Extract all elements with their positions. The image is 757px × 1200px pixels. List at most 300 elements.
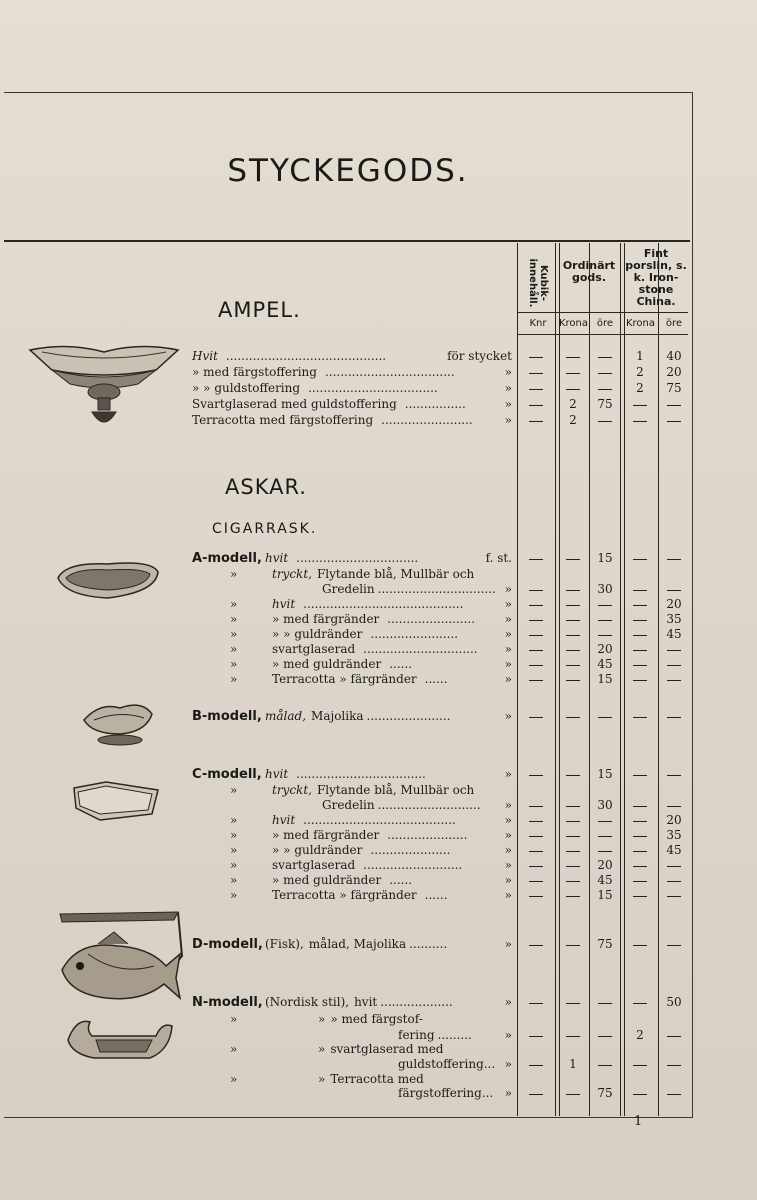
price-dash: [633, 559, 647, 560]
price-dash: [667, 775, 681, 776]
price-dash: [667, 1094, 681, 1095]
row-model: »: [230, 627, 238, 641]
price-dash: [566, 620, 580, 621]
price-dash: [667, 665, 681, 666]
row-model: »: [230, 567, 238, 581]
section-heading-askar: ASKAR.: [225, 475, 307, 499]
row-unit: »: [504, 597, 512, 611]
row-leader-dots: ......................: [366, 709, 451, 723]
row-desc-text: Terracotta med färgstoffering: [192, 413, 374, 427]
price-dash: [529, 945, 543, 946]
price-value: 35: [666, 828, 682, 842]
price-dash: [566, 881, 580, 882]
price-value: 2: [636, 365, 644, 379]
row-model: N-modell,: [192, 995, 263, 1010]
header-ordinart: Ordinärt gods.: [562, 259, 616, 284]
price-dash: [598, 1065, 612, 1066]
row-unit: »: [504, 828, 512, 842]
row-desc-text: » med färgränder: [272, 828, 380, 842]
row-desc-rest: Flytande blå, Mullbär och: [316, 783, 475, 797]
price-dash: [633, 821, 647, 822]
price-dash: [667, 896, 681, 897]
price-value: 45: [597, 657, 613, 671]
row-model: D-modell,: [192, 937, 263, 952]
page-number: 1: [634, 1114, 643, 1129]
row-model: »: [230, 813, 238, 827]
row-model: »: [230, 612, 238, 626]
row-leader-dots: ................................: [296, 551, 419, 565]
row-leader-dots: ..........................: [363, 858, 463, 872]
row-leader-dots: ...............................: [377, 582, 496, 596]
row-model: »: [230, 672, 238, 686]
row-desc-text: Svartglaserad med guldstoffering: [192, 397, 397, 411]
row-leader-dots: ......: [389, 657, 413, 671]
row-desc-text: hvit: [265, 551, 289, 565]
row-desc-rest: Majolika: [311, 709, 364, 723]
row-unit: »: [504, 937, 512, 951]
price-dash: [529, 620, 543, 621]
row-desc-text: » » guldränder: [272, 627, 363, 641]
row-description: [272, 873, 412, 887]
subheader-krona: Krona: [625, 318, 656, 329]
row-desc-rest: svartglaserad med: [330, 1042, 444, 1056]
price-dash: [667, 806, 681, 807]
price-dash: [598, 717, 612, 718]
price-dash: [633, 665, 647, 666]
price-dash: [633, 866, 647, 867]
row-desc-rest: Terracotta med: [330, 1072, 424, 1086]
price-value: 2: [636, 381, 644, 395]
c-modell-tray-illustration: [70, 778, 164, 824]
row-description: [272, 813, 456, 827]
row-leader-dots: ..........: [409, 937, 448, 951]
price-dash: [598, 635, 612, 636]
row-model: »: [230, 657, 238, 671]
row-desc-text: » med färgränder: [272, 612, 380, 626]
row-leader-dots: .....................: [370, 843, 451, 857]
price-dash: [633, 806, 647, 807]
row-description: [265, 767, 426, 781]
row-desc-text: » med färgstoffering: [192, 365, 317, 379]
price-dash: [529, 559, 543, 560]
row-leader-dots: ..................................: [324, 365, 455, 379]
price-dash: [566, 373, 580, 374]
price-dash: [566, 775, 580, 776]
price-dash: [598, 373, 612, 374]
column-divider: [555, 243, 560, 1116]
price-dash: [566, 389, 580, 390]
row-description: [272, 657, 412, 671]
row-desc-text: » med guldränder: [272, 657, 382, 671]
row-desc-text: »: [318, 1072, 326, 1086]
price-dash: [598, 421, 612, 422]
price-dash: [529, 1003, 543, 1004]
price-value: 75: [597, 397, 613, 411]
row-desc-text: » » guldränder: [272, 843, 363, 857]
row-unit: »: [504, 1057, 512, 1071]
price-value: 1: [569, 1057, 577, 1071]
row-desc-rest: guldstoffering...: [398, 1057, 496, 1071]
row-description: [318, 1042, 446, 1056]
row-description: [272, 858, 462, 872]
price-dash: [667, 881, 681, 882]
price-dash: [566, 559, 580, 560]
row-unit: »: [504, 672, 512, 686]
row-unit: »: [504, 1086, 512, 1100]
row-description: [398, 1057, 498, 1071]
row-leader-dots: ..............................: [363, 642, 478, 656]
row-desc-rest: » med färgstof-: [330, 1012, 423, 1026]
row-description: [318, 1072, 427, 1086]
row-description: [265, 995, 453, 1009]
row-desc-text: »: [318, 1012, 326, 1026]
price-dash: [598, 620, 612, 621]
price-dash: [529, 635, 543, 636]
price-value: 75: [666, 381, 682, 395]
section-heading-ampel: AMPEL.: [218, 298, 301, 322]
row-unit: »: [504, 365, 512, 379]
row-unit: »: [504, 798, 512, 812]
price-dash: [598, 821, 612, 822]
row-desc-text: Hvit: [192, 349, 218, 363]
price-dash: [566, 650, 580, 651]
row-unit: »: [504, 1028, 512, 1042]
row-unit: »: [504, 873, 512, 887]
price-dash: [667, 717, 681, 718]
header-fint: Fint porslin, s. k. Iron-stone China.: [625, 247, 687, 308]
row-leader-dots: ..........................................: [303, 597, 464, 611]
row-model: A-modell,: [192, 551, 262, 566]
price-dash: [529, 665, 543, 666]
row-leader-dots: ..................................: [296, 767, 426, 781]
subsection-heading-cigarrask: CIGARRASK.: [212, 521, 318, 537]
price-dash: [667, 421, 681, 422]
d-modell-fish-illustration: [58, 906, 184, 1006]
row-description: [272, 597, 463, 611]
row-unit: »: [504, 843, 512, 857]
price-value: 75: [597, 937, 613, 951]
price-dash: [529, 357, 543, 358]
row-desc-text: »: [318, 1042, 326, 1056]
row-description: [265, 937, 447, 951]
price-dash: [566, 717, 580, 718]
price-value: 30: [597, 798, 613, 812]
row-desc-text: målad,: [265, 709, 307, 723]
row-unit: »: [504, 657, 512, 671]
row-description: [272, 567, 477, 581]
price-dash: [633, 635, 647, 636]
price-dash: [529, 896, 543, 897]
price-dash: [566, 665, 580, 666]
subheader-ore: öre: [596, 318, 614, 329]
price-dash: [529, 775, 543, 776]
row-description: [398, 1086, 496, 1100]
price-dash: [529, 821, 543, 822]
row-model: »: [230, 1042, 238, 1056]
row-desc-text: (Fisk),: [265, 937, 304, 951]
price-value: 2: [569, 413, 577, 427]
page-title: STYCKEGODS.: [227, 153, 469, 189]
price-dash: [598, 1003, 612, 1004]
price-dash: [566, 680, 580, 681]
price-dash: [667, 680, 681, 681]
row-unit: »: [504, 709, 512, 723]
row-leader-dots: ..........................................: [225, 349, 387, 363]
price-value: 50: [666, 995, 682, 1009]
price-dash: [566, 945, 580, 946]
row-desc-rest: fering: [398, 1028, 435, 1042]
price-dash: [529, 421, 543, 422]
price-dash: [633, 680, 647, 681]
header-divider: [517, 334, 688, 335]
row-leader-dots: ......: [424, 672, 448, 686]
a-modell-ashtray-illustration: [56, 556, 162, 604]
row-leader-dots: .......................: [370, 627, 459, 641]
price-value: 20: [666, 813, 682, 827]
price-dash: [633, 620, 647, 621]
price-dash: [529, 590, 543, 591]
row-description: [272, 672, 448, 686]
price-dash: [633, 851, 647, 852]
price-dash: [667, 945, 681, 946]
row-desc-text: Terracotta » färgränder: [272, 888, 417, 902]
price-value: 15: [597, 551, 613, 565]
price-dash: [529, 405, 543, 406]
price-dash: [529, 806, 543, 807]
price-dash: [529, 851, 543, 852]
row-desc-text: hvit: [265, 767, 289, 781]
price-dash: [598, 389, 612, 390]
ampel-lamp-illustration: [28, 340, 180, 432]
row-leader-dots: ...........................: [377, 798, 481, 812]
row-desc-rest: hvit: [354, 995, 378, 1009]
price-dash: [633, 1003, 647, 1004]
price-dash: [667, 1065, 681, 1066]
row-model: »: [230, 1072, 238, 1086]
price-dash: [566, 1003, 580, 1004]
row-desc-text: Terracotta » färgränder: [272, 672, 417, 686]
price-value: 45: [666, 627, 682, 641]
price-dash: [566, 635, 580, 636]
price-dash: [566, 1036, 580, 1037]
price-value: 2: [569, 397, 577, 411]
row-model: B-modell,: [192, 709, 262, 724]
row-description: [265, 551, 418, 565]
price-dash: [566, 836, 580, 837]
n-modell-ship-illustration: [66, 1014, 176, 1064]
row-leader-dots: ................: [404, 397, 466, 411]
row-desc-rest: Gredelin: [322, 582, 375, 596]
price-dash: [667, 1036, 681, 1037]
row-unit: »: [504, 642, 512, 656]
row-model: »: [230, 858, 238, 872]
row-desc-text: tryckt,: [272, 783, 312, 797]
row-desc-text: » » guldstoffering: [192, 381, 301, 395]
price-dash: [566, 866, 580, 867]
row-unit: »: [504, 381, 512, 395]
row-desc-text: hvit: [272, 597, 296, 611]
row-leader-dots: .......................: [387, 612, 476, 626]
price-dash: [667, 650, 681, 651]
price-value: 35: [666, 612, 682, 626]
price-dash: [598, 836, 612, 837]
row-model: »: [230, 828, 238, 842]
row-desc-rest: färgstoffering...: [398, 1086, 494, 1100]
price-value: 15: [597, 767, 613, 781]
price-dash: [633, 405, 647, 406]
row-description: [272, 612, 475, 626]
row-description: [192, 365, 455, 379]
row-description: [398, 1028, 472, 1042]
price-value: 20: [597, 858, 613, 872]
price-dash: [566, 806, 580, 807]
row-model: »: [230, 597, 238, 611]
row-description: [272, 642, 478, 656]
price-dash: [529, 605, 543, 606]
price-value: 15: [597, 672, 613, 686]
price-dash: [633, 896, 647, 897]
row-desc-text: svartglaserad: [272, 642, 356, 656]
price-value: 30: [597, 582, 613, 596]
price-dash: [633, 421, 647, 422]
row-description: [192, 413, 473, 427]
row-leader-dots: ........................................: [303, 813, 456, 827]
row-unit: f. st.: [485, 551, 512, 565]
row-description: [272, 888, 448, 902]
price-value: 2: [636, 1028, 644, 1042]
price-dash: [566, 357, 580, 358]
row-unit: »: [504, 995, 512, 1009]
row-unit: »: [504, 858, 512, 872]
price-value: 20: [666, 365, 682, 379]
row-leader-dots: ......: [424, 888, 448, 902]
row-leader-dots: .........: [437, 1028, 472, 1042]
price-dash: [633, 881, 647, 882]
row-description: [322, 798, 481, 812]
row-desc-rest: Gredelin: [322, 798, 375, 812]
price-dash: [529, 1036, 543, 1037]
row-desc-text: hvit: [272, 813, 296, 827]
row-desc-text: tryckt,: [272, 567, 312, 581]
header-kubik: Kubik-innehåll.: [527, 258, 549, 308]
title-rule: [4, 240, 690, 242]
row-leader-dots: ........................: [381, 413, 473, 427]
row-leader-dots: ......: [389, 873, 413, 887]
price-dash: [633, 945, 647, 946]
price-value: 75: [597, 1086, 613, 1100]
subheader-krona: Krona: [558, 318, 589, 329]
price-dash: [529, 1065, 543, 1066]
row-description: [192, 381, 438, 395]
row-unit: »: [504, 582, 512, 596]
subheader-knr: Knr: [529, 318, 547, 329]
price-dash: [633, 605, 647, 606]
row-description: [318, 1012, 426, 1026]
row-model: C-modell,: [192, 767, 262, 782]
price-dash: [598, 605, 612, 606]
row-desc-text: (Nordisk stil),: [265, 995, 350, 1009]
row-model: »: [230, 873, 238, 887]
price-dash: [598, 851, 612, 852]
price-dash: [633, 836, 647, 837]
price-dash: [633, 1065, 647, 1066]
b-modell-shell-illustration: [80, 700, 156, 748]
row-model: »: [230, 642, 238, 656]
row-model: »: [230, 783, 238, 797]
price-dash: [633, 717, 647, 718]
price-dash: [529, 866, 543, 867]
row-description: [192, 397, 466, 411]
row-description: [272, 828, 467, 842]
price-dash: [529, 650, 543, 651]
price-dash: [667, 866, 681, 867]
price-dash: [633, 1094, 647, 1095]
row-unit: »: [504, 813, 512, 827]
row-unit: »: [504, 767, 512, 781]
row-leader-dots: ...................: [380, 995, 453, 1009]
price-dash: [633, 775, 647, 776]
row-unit: för stycket: [447, 349, 512, 363]
price-dash: [667, 590, 681, 591]
row-description: [272, 843, 451, 857]
subheader-ore: öre: [665, 318, 683, 329]
row-unit: »: [504, 627, 512, 641]
row-desc-text: svartglaserad: [272, 858, 356, 872]
price-value: 15: [597, 888, 613, 902]
row-model: »: [230, 1012, 238, 1026]
price-dash: [566, 821, 580, 822]
row-desc-text: » med guldränder: [272, 873, 382, 887]
price-dash: [529, 373, 543, 374]
row-description: [265, 709, 450, 723]
price-dash: [598, 1036, 612, 1037]
price-value: 20: [597, 642, 613, 656]
row-unit: »: [504, 888, 512, 902]
row-desc-rest: Flytande blå, Mullbär och: [316, 567, 475, 581]
price-dash: [566, 1094, 580, 1095]
price-dash: [529, 389, 543, 390]
row-desc-rest: målad, Majolika: [308, 937, 407, 951]
row-unit: »: [504, 612, 512, 626]
row-leader-dots: .....................: [387, 828, 468, 842]
price-dash: [633, 590, 647, 591]
row-unit: »: [504, 413, 512, 427]
price-dash: [529, 1094, 543, 1095]
row-model: »: [230, 843, 238, 857]
price-value: 20: [666, 597, 682, 611]
price-dash: [529, 836, 543, 837]
row-unit: »: [504, 397, 512, 411]
price-dash: [566, 605, 580, 606]
price-dash: [566, 590, 580, 591]
row-leader-dots: ..................................: [308, 381, 438, 395]
price-dash: [598, 357, 612, 358]
price-dash: [667, 405, 681, 406]
row-description: [322, 582, 496, 596]
column-divider: [517, 243, 518, 1116]
row-model: »: [230, 888, 238, 902]
price-value: 40: [666, 349, 682, 363]
row-description: [272, 783, 477, 797]
price-dash: [566, 896, 580, 897]
price-dash: [529, 881, 543, 882]
price-value: 1: [636, 349, 644, 363]
price-dash: [566, 851, 580, 852]
row-description: [192, 349, 386, 363]
price-value: 45: [597, 873, 613, 887]
price-dash: [633, 650, 647, 651]
price-dash: [529, 717, 543, 718]
